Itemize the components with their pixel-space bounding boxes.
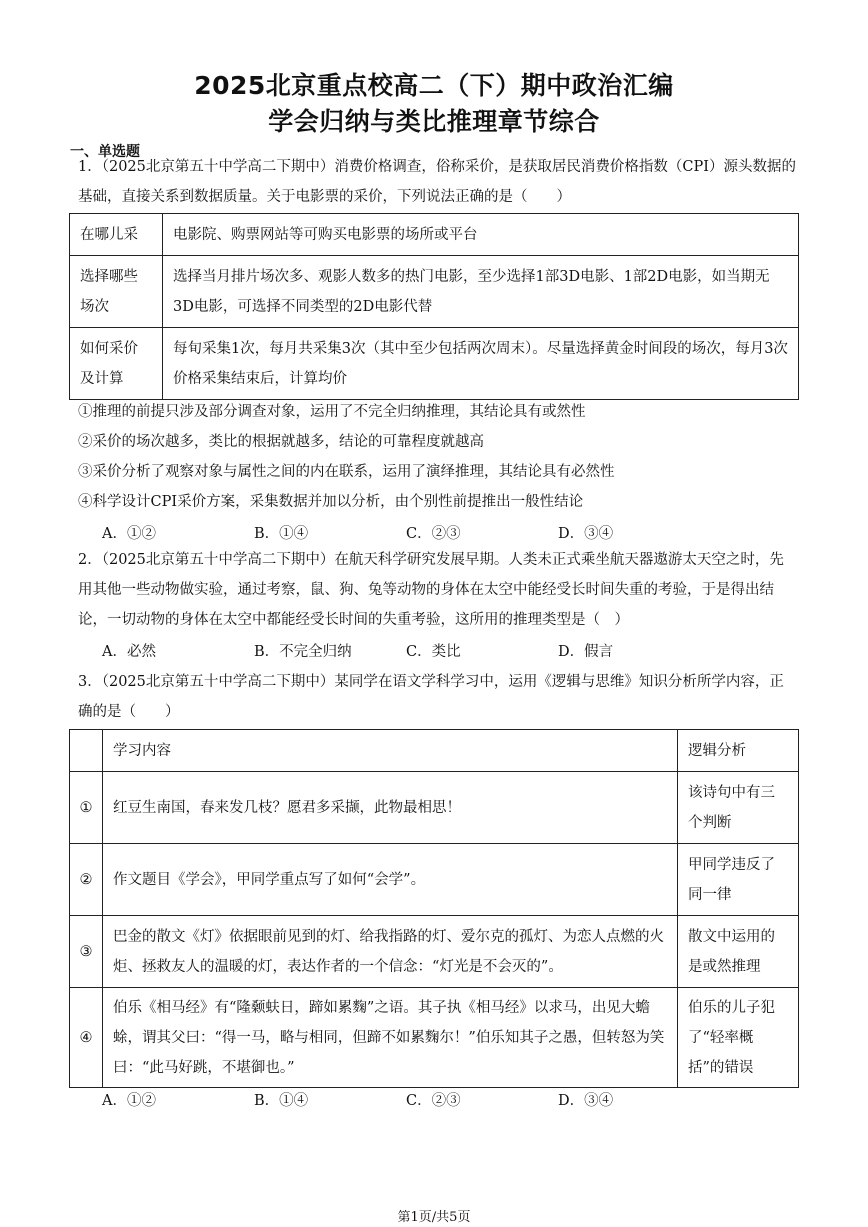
q1-stem: 1．（2025北京第五十中学高二下期中）消费价格调查，俗称采价，是获取居民消费价格指数（CPI）源头数据的基础，直接关系到数据质量。关于电影票的采价，下列说法正确的是（ ） bbox=[78, 159, 796, 205]
q2-options bbox=[102, 640, 710, 661]
q1-row-value: 电影院、购票网站等可购买电影票的场所或平台 bbox=[163, 214, 799, 256]
q3-table-header bbox=[70, 730, 799, 772]
section-heading: 一、单选题 bbox=[70, 144, 140, 160]
q1-statement-3: ③采价分析了观察对象与属性之间的内在联系，运用了演绎推理，其结论具有必然性 bbox=[78, 464, 615, 480]
q2-option-a[interactable]: A．必然 bbox=[102, 644, 156, 660]
q1-table bbox=[69, 213, 799, 400]
q1-row-key: 选择哪些场次 bbox=[70, 256, 163, 328]
q1-statement-4: ④科学设计CPI采价方案，采集数据并加以分析，由个别性前提推出一般性结论 bbox=[78, 494, 584, 510]
table-row bbox=[70, 916, 799, 988]
document-subtitle: 学会归纳与类比推理章节综合 bbox=[268, 107, 600, 136]
q2-option-d[interactable]: D．假言 bbox=[558, 644, 614, 660]
q1-row-key: 如何采价及计算 bbox=[70, 328, 163, 400]
document-title: 2025北京重点校高二（下）期中政治汇编 bbox=[194, 71, 674, 100]
q3-row-analysis: 散文中运用的是或然推理 bbox=[678, 916, 799, 988]
q1-option-d[interactable]: D．③④ bbox=[558, 526, 614, 542]
q3-row-content: 伯乐《相马经》有“隆颡蚨日，蹄如累麴”之语。其子执《相马经》以求马，出见大蟾蜍，谓其父曰：“得一马，略与相同，但蹄不如累麴尔！”伯乐知其子之愚，但转怒为笑曰：“此马好跳，不堪御也。” bbox=[103, 988, 678, 1088]
q1-option-c[interactable]: C．②③ bbox=[406, 526, 461, 542]
q3-row-analysis: 伯乐的儿子犯了“轻率概括”的错误 bbox=[678, 988, 799, 1088]
q3-row-content: 巴金的散文《灯》依据眼前见到的灯、给我指路的灯、爱尔克的孤灯、为恋人点燃的火炬、拯救友人的温暖的灯，表达作者的一个信念：“灯光是不会灭的”。 bbox=[103, 916, 678, 988]
table-row bbox=[70, 844, 799, 916]
q3-row-analysis: 甲同学违反了同一律 bbox=[678, 844, 799, 916]
q3-row-number: ① bbox=[70, 772, 103, 844]
q1-row-value: 每旬采集1次，每月共采集3次（其中至少包括两次周末）。尽量选择黄金时间段的场次，每月3次价格采集结束后，计算均价 bbox=[163, 328, 799, 400]
q2-option-b[interactable]: B．不完全归纳 bbox=[254, 644, 352, 660]
table-row bbox=[70, 988, 799, 1088]
q3-row-number: ③ bbox=[70, 916, 103, 988]
q3-option-d[interactable]: D．③④ bbox=[558, 1093, 614, 1109]
q3-stem: 3．（2025北京第五十中学高二下期中）某同学在语文学科学习中，运用《逻辑与思维》知识分析所学内容，正确的是（ ） bbox=[78, 674, 784, 720]
q1-table-row bbox=[70, 328, 799, 400]
q1-option-a[interactable]: A．①② bbox=[102, 526, 156, 542]
q3-header-analysis: 逻辑分析 bbox=[678, 730, 799, 772]
q3-option-a[interactable]: A．①② bbox=[102, 1093, 156, 1109]
q3-option-c[interactable]: C．②③ bbox=[406, 1093, 461, 1109]
q1-row-value: 选择当月排片场次多、观影人数多的热门电影，至少选择1部3D电影、1部2D电影，如当期无3D电影，可选择不同类型的2D电影代替 bbox=[163, 256, 799, 328]
q1-row-key: 在哪儿采 bbox=[70, 214, 163, 256]
q1-statement-2: ②采价的场次越多，类比的根据就越多，结论的可靠程度就越高 bbox=[78, 434, 484, 450]
q3-options bbox=[102, 1089, 710, 1110]
q3-header-content: 学习内容 bbox=[103, 730, 678, 772]
q1-options bbox=[102, 522, 710, 543]
q3-row-number: ② bbox=[70, 844, 103, 916]
q3-option-b[interactable]: B．①④ bbox=[254, 1093, 309, 1109]
page-number: 第1页/共5页 bbox=[397, 1210, 471, 1225]
q3-table bbox=[69, 729, 799, 1088]
q3-header-blank bbox=[70, 730, 103, 772]
q3-row-number: ④ bbox=[70, 988, 103, 1088]
table-row bbox=[70, 772, 799, 844]
q3-row-analysis: 该诗句中有三个判断 bbox=[678, 772, 799, 844]
q1-statement-1: ①推理的前提只涉及部分调查对象，运用了不完全归纳推理，其结论具有或然性 bbox=[78, 404, 586, 420]
q1-table-row bbox=[70, 214, 799, 256]
q2-stem: 2．（2025北京第五十中学高二下期中）在航天科学研究发展早期。人类未正式乘坐航天器遨游太天空之时，先用其他一些动物做实验，通过考察，鼠、狗、兔等动物的身体在太空中能经受长时间失重的考验，于是得出结论，一切动物的身体在太空中都能经受长时间的失重考验，这所用的推理类型是（ ） bbox=[78, 552, 784, 628]
q1-option-b[interactable]: B．①④ bbox=[254, 526, 309, 542]
q1-table-row bbox=[70, 256, 799, 328]
q2-option-c[interactable]: C．类比 bbox=[406, 644, 461, 660]
q3-row-content: 红豆生南国，春来发几枝？愿君多采撷，此物最相思！ bbox=[103, 772, 678, 844]
q3-row-content: 作文题目《学会》，甲同学重点写了如何“会学”。 bbox=[103, 844, 678, 916]
